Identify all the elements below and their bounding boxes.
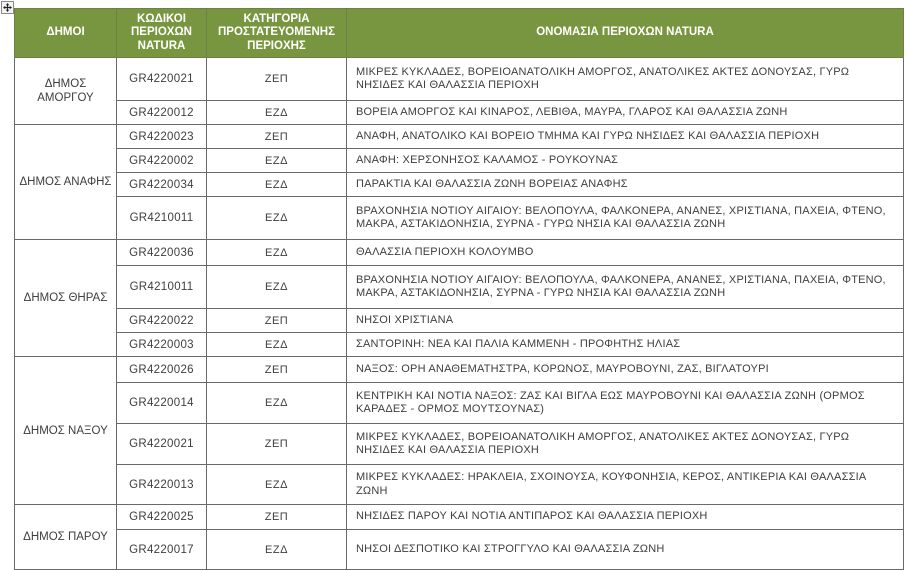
- category-cell[interactable]: ΖΕΠ: [207, 505, 347, 530]
- natura-code-cell[interactable]: GR4220034: [117, 173, 207, 197]
- table-row: [15, 173, 904, 197]
- natura-code-cell[interactable]: GR4220017: [117, 530, 207, 570]
- area-name-cell[interactable]: ΣΑΝΤΟΡΙΝΗ: ΝΕΑ ΚΑΙ ΠΑΛΙΑ ΚΑΜΜΕΝΗ - ΠΡΟΦΗΤΗΣ ΗΛΙΑΣ: [347, 333, 904, 357]
- natura-code-cell[interactable]: GR4220012: [117, 101, 207, 125]
- table-move-handle[interactable]: [1, 1, 14, 14]
- area-name-cell[interactable]: ΝΗΣΟΙ ΔΕΣΠΟΤΙΚΟ ΚΑΙ ΣΤΡΟΓΓΥΛΟ ΚΑΙ ΘΑΛΑΣΣΙΑ ΖΩΝΗ: [347, 530, 904, 570]
- four-direction-move-icon: [3, 3, 12, 12]
- table-row: [15, 505, 904, 530]
- table-row: [15, 266, 904, 309]
- header-row: [15, 9, 904, 58]
- category-cell[interactable]: ΕΖΔ: [207, 173, 347, 197]
- natura-code-cell[interactable]: GR4220026: [117, 357, 207, 383]
- table-row: [15, 309, 904, 333]
- natura-code-cell[interactable]: GR4220003: [117, 333, 207, 357]
- area-name-cell[interactable]: ΚΕΝΤΡΙΚΗ ΚΑΙ ΝΟΤΙΑ ΝΑΞΟΣ: ΖΑΣ ΚΑΙ ΒΙΓΛΑ ΕΩΣ ΜΑΥΡΟΒΟΥΝΙ ΚΑΙ ΘΑΛΑΣΣΙΑ ΖΩΝΗ (ΟΡΜΟΣ ΚΑΡΑΔΕΣ - ΟΡΜΟΣ ΜΟΥΤΣΟΥΝΑΣ): [347, 383, 904, 424]
- area-name-cell[interactable]: ΒΡΑΧΟΝΗΣΙΑ ΝΟΤΙΟΥ ΑΙΓΑΙΟΥ: ΒΕΛΟΠΟΥΛΑ, ΦΑΛΚΟΝΕΡΑ, ΑΝΑΝΕΣ, ΧΡΙΣΤΙΑΝΑ, ΠΑΧΕΙΑ, ΦΤΕΝΟ, ΜΑΚΡΑ, ΑΣΤΑΚΙΔΟΝΗΣΙΑ, ΣΥΡΝΑ - ΓΥΡΩ ΝΗΣΙΑ ΚΑΙ ΘΑΛΑΣΣΙΑ ΖΩΝΗ: [347, 266, 904, 309]
- table-row: [15, 357, 904, 383]
- category-cell[interactable]: ΕΖΔ: [207, 333, 347, 357]
- category-cell[interactable]: ΖΕΠ: [207, 58, 347, 101]
- municipality-cell-thiras[interactable]: ΔΗΜΟΣ ΘΗΡΑΣ: [15, 240, 117, 357]
- category-cell[interactable]: ΕΖΔ: [207, 149, 347, 173]
- category-cell[interactable]: ΖΕΠ: [207, 125, 347, 149]
- area-name-cell[interactable]: ΑΝΑΦΗ: ΧΕΡΣΟΝΗΣΟΣ ΚΑΛΑΜΟΣ - ΡΟΥΚΟΥΝΑΣ: [347, 149, 904, 173]
- table-row: [15, 197, 904, 240]
- area-name-cell[interactable]: ΜΙΚΡΕΣ ΚΥΚΛΑΔΕΣ, ΒΟΡΕΙΟΑΝΑΤΟΛΙΚΗ ΑΜΟΡΓΟΣ, ΑΝΑΤΟΛΙΚΕΣ ΑΚΤΕΣ ΔΟΝΟΥΣΑΣ, ΓΥΡΩ ΝΗΣΙΔΕΣ ΚΑΙ ΘΑΛΑΣΣΙΑ ΠΕΡΙΟΧΗ: [347, 424, 904, 465]
- natura-code-cell[interactable]: GR4210011: [117, 266, 207, 309]
- category-cell[interactable]: ΕΖΔ: [207, 197, 347, 240]
- natura-code-cell[interactable]: GR4220023: [117, 125, 207, 149]
- col-header-natura-names[interactable]: ΟΝΟΜΑΣΙΑ ΠΕΡΙΟΧΩΝ NATURA: [347, 9, 904, 58]
- natura-code-cell[interactable]: GR4220014: [117, 383, 207, 424]
- natura-code-cell[interactable]: GR4210011: [117, 197, 207, 240]
- area-name-cell[interactable]: ΝΑΞΟΣ: ΟΡΗ ΑΝΑΘΕΜΑΤΗΣΤΡΑ, ΚΟΡΩΝΟΣ, ΜΑΥΡΟΒΟΥΝΙ, ΖΑΣ, ΒΙΓΛΑΤΟΥΡΙ: [347, 357, 904, 383]
- table-row: [15, 333, 904, 357]
- col-header-municipalities[interactable]: ΔΗΜΟΙ: [15, 9, 117, 58]
- category-cell[interactable]: ΕΖΔ: [207, 266, 347, 309]
- area-name-cell[interactable]: ΜΙΚΡΕΣ ΚΥΚΛΑΔΕΣ, ΒΟΡΕΙΟΑΝΑΤΟΛΙΚΗ ΑΜΟΡΓΟΣ, ΑΝΑΤΟΛΙΚΕΣ ΑΚΤΕΣ ΔΟΝΟΥΣΑΣ, ΓΥΡΩ ΝΗΣΙΔΕΣ ΚΑΙ ΘΑΛΑΣΣΙΑ ΠΕΡΙΟΧΗ: [347, 58, 904, 101]
- natura-code-cell[interactable]: GR4220021: [117, 58, 207, 101]
- category-cell[interactable]: ΕΖΔ: [207, 101, 347, 125]
- natura-code-cell[interactable]: GR4220036: [117, 240, 207, 266]
- natura-code-cell[interactable]: GR4220025: [117, 505, 207, 530]
- table-row: [15, 58, 904, 101]
- category-cell[interactable]: ΕΖΔ: [207, 383, 347, 424]
- table-row: [15, 125, 904, 149]
- col-header-protection-category[interactable]: ΚΑΤΗΓΟΡΙΑ ΠΡΟΣΤΑΤΕΥΟΜΕΝΗΣ ΠΕΡΙΟΧΗΣ: [207, 9, 347, 58]
- natura-code-cell[interactable]: GR4220013: [117, 465, 207, 505]
- municipality-cell-anafis[interactable]: ΔΗΜΟΣ ΑΝΑΦΗΣ: [15, 125, 117, 240]
- table-row: [15, 465, 904, 505]
- category-cell[interactable]: ΕΖΔ: [207, 530, 347, 570]
- area-name-cell[interactable]: ΒΟΡΕΙΑ ΑΜΟΡΓΟΣ ΚΑΙ ΚΙΝΑΡΟΣ, ΛΕΒΙΘΑ, ΜΑΥΡΑ, ΓΛΑΡΟΣ ΚΑΙ ΘΑΛΑΣΣΙΑ ΖΩΝΗ: [347, 101, 904, 125]
- table-row: [15, 424, 904, 465]
- table-row: [15, 383, 904, 424]
- table-row: [15, 101, 904, 125]
- area-name-cell[interactable]: ΒΡΑΧΟΝΗΣΙΑ ΝΟΤΙΟΥ ΑΙΓΑΙΟΥ: ΒΕΛΟΠΟΥΛΑ, ΦΑΛΚΟΝΕΡΑ, ΑΝΑΝΕΣ, ΧΡΙΣΤΙΑΝΑ, ΠΑΧΕΙΑ, ΦΤΕΝΟ, ΜΑΚΡΑ, ΑΣΤΑΚΙΔΟΝΗΣΙΑ, ΣΥΡΝΑ - ΓΥΡΩ ΝΗΣΙΑ ΚΑΙ ΘΑΛΑΣΣΙΑ ΖΩΝΗ: [347, 197, 904, 240]
- area-name-cell[interactable]: ΑΝΑΦΗ, ΑΝΑΤΟΛΙΚΟ ΚΑΙ ΒΟΡΕΙΟ ΤΜΗΜΑ ΚΑΙ ΓΥΡΩ ΝΗΣΙΔΕΣ ΚΑΙ ΘΑΛΑΣΣΙΑ ΠΕΡΙΟΧΗ: [347, 125, 904, 149]
- area-name-cell[interactable]: ΠΑΡΑΚΤΙΑ ΚΑΙ ΘΑΛΑΣΣΙΑ ΖΩΝΗ ΒΟΡΕΙΑΣ ΑΝΑΦΗΣ: [347, 173, 904, 197]
- table-row: [15, 149, 904, 173]
- area-name-cell[interactable]: ΜΙΚΡΕΣ ΚΥΚΛΑΔΕΣ: ΗΡΑΚΛΕΙΑ, ΣΧΟΙΝΟΥΣΑ, ΚΟΥΦΟΝΗΣΙΑ, ΚΕΡΟΣ, ΑΝΤΙΚΕΡΙΑ ΚΑΙ ΘΑΛΑΣΣΙΑ ΖΩΝΗ: [347, 465, 904, 505]
- category-cell[interactable]: ΖΕΠ: [207, 309, 347, 333]
- category-cell[interactable]: ΕΖΔ: [207, 240, 347, 266]
- municipality-cell-amorgou[interactable]: ΔΗΜΟΣ ΑΜΟΡΓΟΥ: [15, 58, 117, 125]
- area-name-cell[interactable]: ΝΗΣΙΔΕΣ ΠΑΡΟΥ ΚΑΙ ΝΟΤΙΑ ΑΝΤΙΠΑΡΟΣ ΚΑΙ ΘΑΛΑΣΣΙΑ ΠΕΡΙΟΧΗ: [347, 505, 904, 530]
- municipality-cell-parou[interactable]: ΔΗΜΟΣ ΠΑΡΟΥ: [15, 505, 117, 570]
- category-cell[interactable]: ΖΕΠ: [207, 357, 347, 383]
- natura-code-cell[interactable]: GR4220021: [117, 424, 207, 465]
- area-name-cell[interactable]: ΝΗΣΟΙ ΧΡΙΣΤΙΑΝΑ: [347, 309, 904, 333]
- municipality-cell-naxou[interactable]: ΔΗΜΟΣ ΝΑΞΟΥ: [15, 357, 117, 505]
- natura-code-cell[interactable]: GR4220022: [117, 309, 207, 333]
- area-name-cell[interactable]: ΘΑΛΑΣΣΙΑ ΠΕΡΙΟΧΗ ΚΟΛΟΥΜΒΟ: [347, 240, 904, 266]
- natura-areas-table: [14, 8, 904, 570]
- category-cell[interactable]: ΖΕΠ: [207, 424, 347, 465]
- col-header-natura-codes[interactable]: ΚΩΔΙΚΟΙ ΠΕΡΙΟΧΩΝ NATURA: [117, 9, 207, 58]
- category-cell[interactable]: ΕΖΔ: [207, 465, 347, 505]
- table-row: [15, 240, 904, 266]
- natura-code-cell[interactable]: GR4220002: [117, 149, 207, 173]
